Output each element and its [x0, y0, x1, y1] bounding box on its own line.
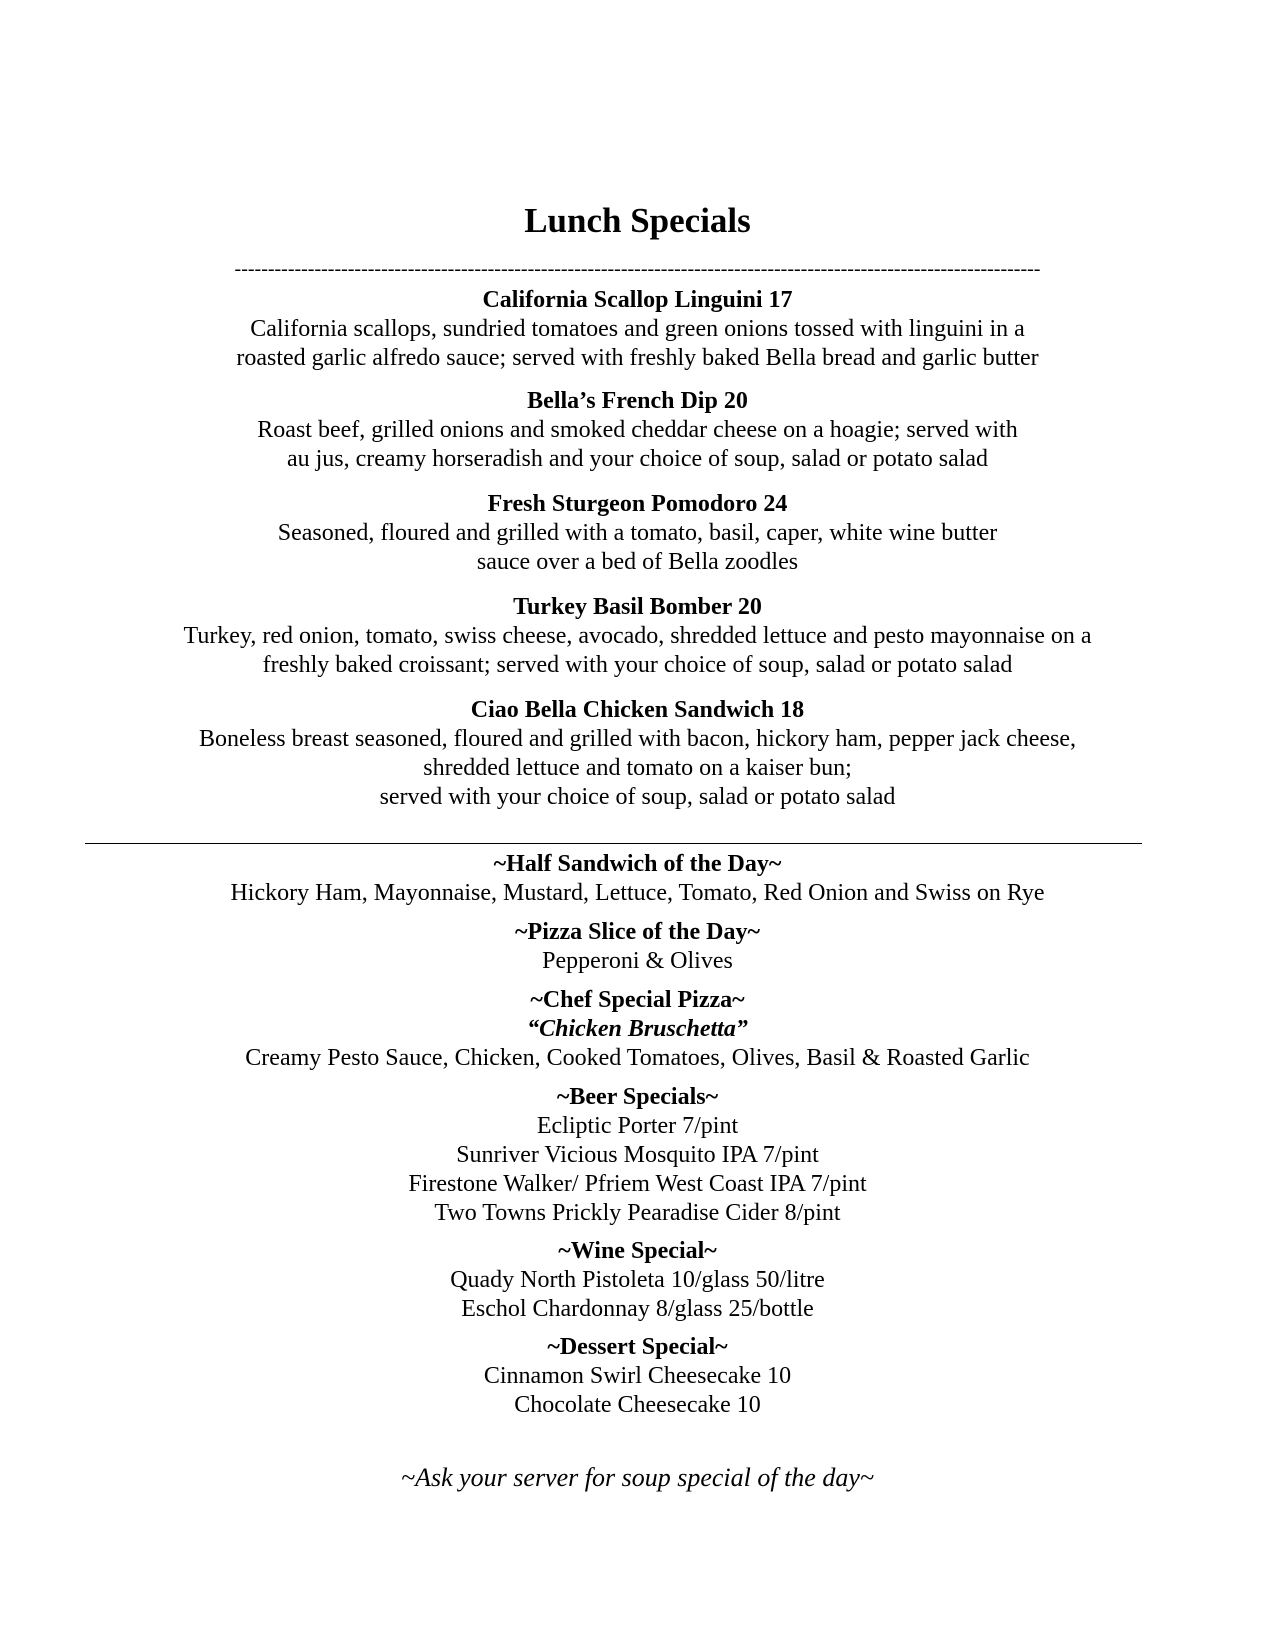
- special-description: au jus, creamy horseradish and your choice of soup, salad or potato salad: [286, 446, 989, 472]
- section-line: Eschol Chardonnay 8/glass 25/bottle: [461, 1296, 814, 1322]
- section-heading: ~Pizza Slice of the Day~: [515, 919, 760, 945]
- chef-special-pizza-section: [0, 986, 1275, 1073]
- section-heading: ~Dessert Special~: [547, 1334, 728, 1360]
- special-description: roasted garlic alfredo sauce; served with freshly baked Bella bread and garlic butter: [236, 345, 1039, 371]
- special-description: Seasoned, floured and grilled with a tomato, basil, caper, white wine butter: [277, 520, 998, 546]
- special-item: [0, 387, 1275, 474]
- special-heading: Bella’s French Dip 20: [527, 388, 748, 414]
- section-line: Chocolate Cheesecake 10: [514, 1392, 761, 1418]
- special-item: [0, 286, 1275, 373]
- pizza-slice-section: [0, 918, 1275, 976]
- dessert-special-section: [0, 1333, 1275, 1420]
- soup-special-note: ~Ask your server for soup special of the day~: [401, 1463, 874, 1492]
- section-heading: ~Wine Special~: [558, 1238, 717, 1264]
- section-heading: ~Beer Specials~: [556, 1084, 719, 1110]
- section-subheading: “Chicken Bruschetta”: [527, 1016, 748, 1042]
- special-heading: Ciao Bella Chicken Sandwich 18: [470, 697, 805, 723]
- special-description: California scallops, sundried tomatoes and green onions tossed with linguini in a: [250, 316, 1025, 342]
- section-line: Cinnamon Swirl Cheesecake 10: [483, 1363, 792, 1389]
- special-description: Boneless breast seasoned, floured and grilled with bacon, hickory ham, pepper jack cheese,: [198, 726, 1077, 752]
- wine-special-section: [0, 1237, 1275, 1324]
- section-line: Hickory Ham, Mayonnaise, Mustard, Lettuce, Tomato, Red Onion and Swiss on Rye: [230, 880, 1045, 906]
- special-description: shredded lettuce and tomato on a kaiser bun;: [423, 755, 852, 781]
- special-item: [0, 593, 1275, 680]
- special-description: freshly baked croissant; served with your choice of soup, salad or potato salad: [262, 652, 1013, 678]
- section-line: Creamy Pesto Sauce, Chicken, Cooked Tomatoes, Olives, Basil & Roasted Garlic: [245, 1045, 1030, 1071]
- special-description: sauce over a bed of Bella zoodles: [476, 549, 799, 575]
- special-description: served with your choice of soup, salad or potato salad: [379, 784, 896, 810]
- section-line: Two Towns Prickly Pearadise Cider 8/pint: [434, 1200, 841, 1226]
- section-line: Ecliptic Porter 7/pint: [536, 1113, 739, 1139]
- section-line: Quady North Pistoleta 10/glass 50/litre: [450, 1267, 825, 1293]
- beer-specials-section: [0, 1083, 1275, 1228]
- section-line: Pepperoni & Olives: [542, 948, 733, 974]
- special-heading: Turkey Basil Bomber 20: [513, 594, 762, 620]
- dashed-divider: -------------------------------------------------------------------------------------------------------------------------: [234, 258, 1041, 280]
- section-line: Sunriver Vicious Mosquito IPA 7/pint: [456, 1142, 819, 1168]
- section-heading: ~Half Sandwich of the Day~: [493, 851, 782, 877]
- special-heading: Fresh Sturgeon Pomodoro 24: [487, 491, 788, 517]
- section-heading: ~Chef Special Pizza~: [530, 987, 745, 1013]
- section-line: Firestone Walker/ Pfriem West Coast IPA 7/pint: [408, 1171, 867, 1197]
- section-divider: [85, 843, 1142, 844]
- page-title: Lunch Specials: [524, 201, 751, 240]
- special-item: [0, 490, 1275, 577]
- special-description: Roast beef, grilled onions and smoked cheddar cheese on a hoagie; served with: [257, 417, 1018, 443]
- special-description: Turkey, red onion, tomato, swiss cheese, avocado, shredded lettuce and pesto mayonnaise on a: [183, 623, 1092, 649]
- special-item: [0, 696, 1275, 812]
- special-heading: California Scallop Linguini 17: [482, 287, 793, 313]
- half-sandwich-section: [0, 850, 1275, 908]
